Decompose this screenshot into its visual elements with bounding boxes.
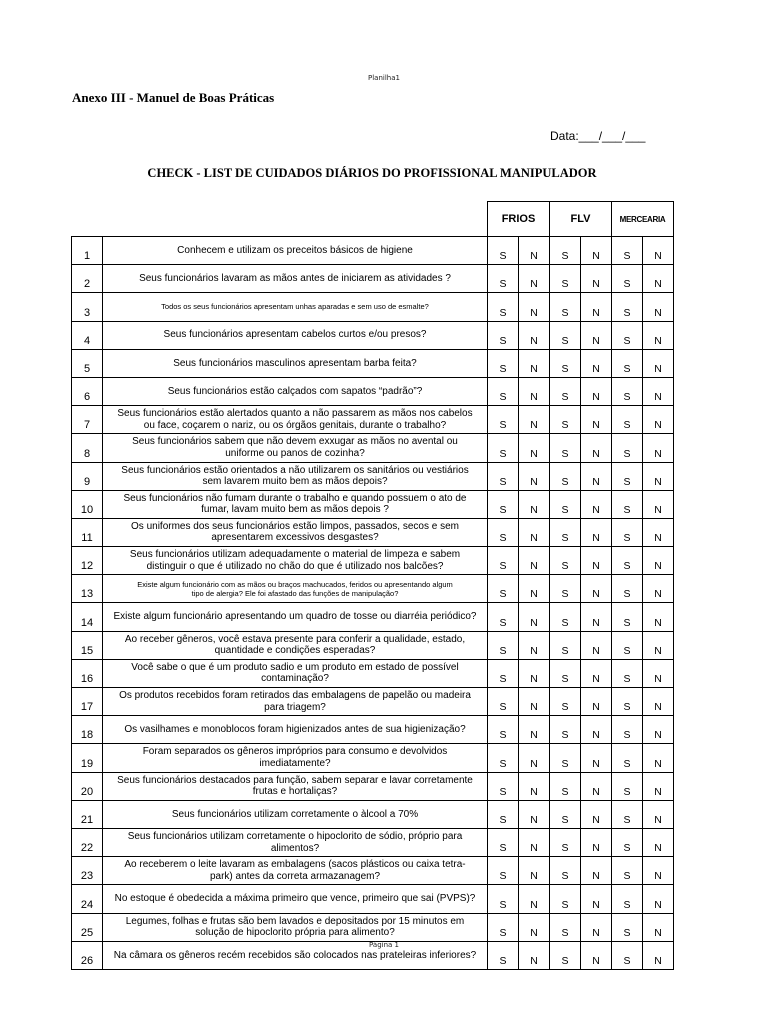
answer-s-cell: S: [550, 688, 581, 716]
table-row: [72, 913, 674, 941]
answer-n-cell: N: [581, 603, 612, 631]
question-text-line: Todos os seus funcionários apresentam unhas aparadas e sem uso de esmalte?: [161, 302, 429, 312]
group-mercearia: MERCEARIA: [612, 202, 674, 237]
group-flv: FLV: [550, 202, 612, 237]
answer-n-cell: N: [519, 885, 550, 913]
answer-s-cell: S: [550, 434, 581, 462]
answer-n-cell: N: [519, 941, 550, 969]
answer-n-cell: N: [519, 406, 550, 434]
answer-s-cell: S: [612, 547, 643, 575]
table-row: [72, 547, 674, 575]
answer-n-cell: N: [643, 575, 674, 603]
question-text: [103, 688, 488, 716]
question-text-line: imediatamente?: [259, 757, 331, 769]
question-number: 15: [72, 631, 103, 659]
question-text: [103, 434, 488, 462]
answer-s-cell: S: [612, 631, 643, 659]
question-number: 13: [72, 575, 103, 603]
answer-s-cell: S: [550, 575, 581, 603]
question-text: [103, 828, 488, 856]
question-text: [103, 603, 488, 631]
answer-n-cell: N: [581, 349, 612, 377]
answer-s-cell: S: [488, 237, 519, 265]
group-frios: FRIOS: [488, 202, 550, 237]
answer-s-cell: S: [550, 828, 581, 856]
answer-s-cell: S: [550, 603, 581, 631]
question-number: 14: [72, 603, 103, 631]
question-text-line: Seus funcionários sabem que não devem exxugar as mãos no avental ou: [132, 436, 458, 448]
question-number: 11: [72, 518, 103, 546]
answer-n-cell: N: [519, 518, 550, 546]
answer-s-cell: S: [550, 237, 581, 265]
question-text-line: Seus funcionários não fumam durante o trabalho e quando possuem o ato de: [123, 492, 467, 504]
question-text-line: Seus funcionários lavaram as mãos antes de iniciarem as atividades ?: [139, 273, 451, 285]
question-text: [103, 885, 488, 913]
question-number: 21: [72, 800, 103, 828]
answer-s-cell: S: [550, 547, 581, 575]
answer-n-cell: N: [519, 631, 550, 659]
answer-n-cell: N: [519, 265, 550, 293]
answer-s-cell: S: [488, 518, 519, 546]
question-text-line: distinguir o que é utilizado no chão do que é utilizado nos balcões?: [146, 560, 444, 572]
question-number: 22: [72, 828, 103, 856]
question-text: [103, 744, 488, 772]
answer-n-cell: N: [519, 547, 550, 575]
question-number: 17: [72, 688, 103, 716]
answer-n-cell: N: [581, 265, 612, 293]
answer-s-cell: S: [612, 744, 643, 772]
question-text: [103, 406, 488, 434]
answer-n-cell: N: [643, 688, 674, 716]
answer-n-cell: N: [581, 857, 612, 885]
question-text-line: sem lavarem muito bem as mãos depois?: [202, 476, 388, 488]
table-row: [72, 293, 674, 321]
question-number: 6: [72, 377, 103, 405]
table-row: [72, 575, 674, 603]
answer-n-cell: N: [581, 237, 612, 265]
answer-s-cell: S: [612, 434, 643, 462]
table-row: [72, 237, 674, 265]
answer-n-cell: N: [643, 377, 674, 405]
question-text: [103, 462, 488, 490]
question-text: [103, 659, 488, 687]
question-text: [103, 518, 488, 546]
answer-n-cell: N: [643, 744, 674, 772]
answer-n-cell: N: [581, 377, 612, 405]
question-text-line: Existe algum funcionário apresentando um quadro de tosse ou diarréia periódico?: [113, 611, 477, 623]
question-number: 24: [72, 885, 103, 913]
table-row: [72, 518, 674, 546]
question-text-line: Seus funcionários estão alertados quanto a não passarem as mãos nos cabelos: [117, 408, 473, 420]
answer-s-cell: S: [550, 490, 581, 518]
question-number: 10: [72, 490, 103, 518]
table-row: [72, 659, 674, 687]
answer-n-cell: N: [643, 716, 674, 744]
table-row: [72, 321, 674, 349]
answer-s-cell: S: [612, 659, 643, 687]
answer-s-cell: S: [488, 265, 519, 293]
table-row: [72, 603, 674, 631]
question-text-line: para triagem?: [264, 701, 326, 713]
answer-n-cell: N: [581, 406, 612, 434]
question-number: 1: [72, 237, 103, 265]
question-text-line: ou face, coçarem o nariz, ou os órgãos genitais, durante o trabalho?: [143, 419, 447, 431]
answer-n-cell: N: [643, 631, 674, 659]
question-text-line: Os vasilhames e monoblocos foram higienizados antes de sua higienização?: [124, 724, 466, 736]
answer-s-cell: S: [612, 885, 643, 913]
answer-s-cell: S: [550, 406, 581, 434]
answer-s-cell: S: [488, 434, 519, 462]
answer-s-cell: S: [488, 377, 519, 405]
group-header-row: [72, 202, 674, 237]
sheet-name: Planilha1: [368, 74, 400, 82]
answer-s-cell: S: [550, 321, 581, 349]
table-row: [72, 462, 674, 490]
date-field: Data:___/___/___: [550, 129, 646, 143]
table-row: [72, 744, 674, 772]
question-text: [103, 265, 488, 293]
answer-n-cell: N: [519, 659, 550, 687]
question-text-line: Os uniformes dos seus funcionários estão limpos, passados, secos e sem: [131, 520, 459, 532]
answer-s-cell: S: [550, 885, 581, 913]
answer-s-cell: S: [550, 349, 581, 377]
table-row: [72, 716, 674, 744]
question-number: 18: [72, 716, 103, 744]
answer-n-cell: N: [581, 490, 612, 518]
question-text: [103, 237, 488, 265]
question-number: 25: [72, 913, 103, 941]
question-number: 7: [72, 406, 103, 434]
question-text: [103, 377, 488, 405]
question-number: 20: [72, 772, 103, 800]
question-text-line: Seus funcionários estão orientados a não utilizarem os sanitários ou vestiários: [121, 464, 469, 476]
answer-n-cell: N: [519, 349, 550, 377]
answer-n-cell: N: [581, 688, 612, 716]
answer-s-cell: S: [612, 716, 643, 744]
answer-n-cell: N: [581, 547, 612, 575]
answer-s-cell: S: [550, 913, 581, 941]
question-text-line: Você sabe o que é um produto sadio e um produto em estado de possível: [131, 661, 459, 673]
answer-s-cell: S: [488, 349, 519, 377]
answer-s-cell: S: [612, 688, 643, 716]
answer-n-cell: N: [581, 462, 612, 490]
page-title: CHECK - LIST DE CUIDADOS DIÁRIOS DO PROFISSIONAL MANIPULADOR: [147, 166, 597, 180]
answer-n-cell: N: [519, 490, 550, 518]
answer-n-cell: N: [581, 716, 612, 744]
page-footer: Página 1: [369, 941, 399, 949]
answer-s-cell: S: [488, 547, 519, 575]
answer-s-cell: S: [612, 293, 643, 321]
question-number: 23: [72, 857, 103, 885]
answer-n-cell: N: [519, 603, 550, 631]
answer-n-cell: N: [643, 659, 674, 687]
answer-s-cell: S: [550, 293, 581, 321]
question-number: 5: [72, 349, 103, 377]
question-text-line: contaminação?: [261, 673, 329, 685]
answer-n-cell: N: [519, 462, 550, 490]
answer-n-cell: N: [643, 237, 674, 265]
answer-s-cell: S: [612, 603, 643, 631]
answer-n-cell: N: [519, 293, 550, 321]
answer-n-cell: N: [581, 913, 612, 941]
answer-s-cell: S: [488, 293, 519, 321]
answer-n-cell: N: [643, 772, 674, 800]
answer-n-cell: N: [519, 857, 550, 885]
question-text: [103, 631, 488, 659]
answer-s-cell: S: [488, 659, 519, 687]
answer-n-cell: N: [581, 518, 612, 546]
answer-s-cell: S: [550, 462, 581, 490]
answer-s-cell: S: [488, 744, 519, 772]
question-number: 19: [72, 744, 103, 772]
table-row: [72, 406, 674, 434]
answer-n-cell: N: [643, 490, 674, 518]
answer-s-cell: S: [612, 377, 643, 405]
question-number: 12: [72, 547, 103, 575]
question-text-line: solução de hipoclorito própria para alimento?: [195, 927, 395, 939]
question-text: [103, 349, 488, 377]
answer-s-cell: S: [612, 800, 643, 828]
answer-s-cell: S: [612, 265, 643, 293]
table-row: [72, 349, 674, 377]
question-text-line: apresentarem excessivos desgastes?: [211, 532, 379, 544]
table-row: [72, 377, 674, 405]
answer-n-cell: N: [643, 913, 674, 941]
answer-s-cell: S: [550, 518, 581, 546]
question-text-line: Seus funcionários utilizam corretamente o àlcool a 70%: [171, 808, 419, 820]
answer-n-cell: N: [643, 349, 674, 377]
answer-n-cell: N: [581, 828, 612, 856]
answer-n-cell: N: [643, 603, 674, 631]
answer-n-cell: N: [643, 800, 674, 828]
answer-s-cell: S: [488, 913, 519, 941]
answer-n-cell: N: [643, 857, 674, 885]
answer-s-cell: S: [488, 885, 519, 913]
question-text-line: Foram separados os gêneros impróprios para consumo e devolvidos: [142, 746, 448, 758]
answer-s-cell: S: [550, 631, 581, 659]
answer-s-cell: S: [488, 631, 519, 659]
question-text-line: Ao receberem o leite lavaram as embalagens (sacos plásticos ou caixa tetra-: [124, 859, 466, 871]
table-row: [72, 772, 674, 800]
checklist-table: [71, 201, 674, 970]
answer-n-cell: N: [519, 828, 550, 856]
answer-s-cell: S: [612, 518, 643, 546]
question-text: [103, 575, 488, 603]
answer-n-cell: N: [643, 828, 674, 856]
table-row: [72, 828, 674, 856]
table-row: [72, 265, 674, 293]
answer-s-cell: S: [612, 913, 643, 941]
question-text: [103, 857, 488, 885]
question-number: 4: [72, 321, 103, 349]
question-number: 26: [72, 941, 103, 969]
question-text: [103, 913, 488, 941]
answer-s-cell: S: [488, 462, 519, 490]
answer-n-cell: N: [643, 547, 674, 575]
answer-n-cell: N: [581, 772, 612, 800]
answer-n-cell: N: [643, 321, 674, 349]
answer-s-cell: S: [550, 659, 581, 687]
answer-n-cell: N: [519, 377, 550, 405]
table-row: [72, 885, 674, 913]
answer-s-cell: S: [550, 265, 581, 293]
answer-s-cell: S: [550, 941, 581, 969]
answer-n-cell: N: [519, 913, 550, 941]
answer-n-cell: N: [519, 434, 550, 462]
answer-s-cell: S: [488, 828, 519, 856]
answer-n-cell: N: [581, 885, 612, 913]
question-text-line: alimentos?: [270, 842, 320, 854]
question-text-line: tipo de alergia? Ele foi afastado das funções de manipulação?: [191, 588, 399, 598]
answer-s-cell: S: [612, 462, 643, 490]
answer-n-cell: N: [643, 406, 674, 434]
answer-s-cell: S: [488, 575, 519, 603]
question-text-line: Legumes, folhas e frutas são bem lavados e depositados por 15 minutos em: [125, 915, 465, 927]
table-row: [72, 631, 674, 659]
answer-s-cell: S: [612, 349, 643, 377]
question-text: [103, 547, 488, 575]
answer-n-cell: N: [643, 434, 674, 462]
answer-s-cell: S: [612, 237, 643, 265]
answer-n-cell: N: [643, 462, 674, 490]
answer-s-cell: S: [488, 716, 519, 744]
answer-n-cell: N: [581, 321, 612, 349]
answer-s-cell: S: [612, 490, 643, 518]
answer-s-cell: S: [488, 857, 519, 885]
answer-s-cell: S: [612, 772, 643, 800]
answer-n-cell: N: [519, 772, 550, 800]
question-number: 2: [72, 265, 103, 293]
question-text-line: frutas e hortaliças?: [252, 786, 338, 798]
answer-n-cell: N: [519, 800, 550, 828]
annex-title: Anexo III - Manuel de Boas Práticas: [72, 90, 275, 105]
answer-n-cell: N: [581, 800, 612, 828]
question-text-line: Ao receber gêneros, você estava presente para conferir a qualidade, estado,: [124, 633, 466, 645]
question-text-line: park) antes da correta armazanagem?: [209, 870, 381, 882]
answer-n-cell: N: [519, 237, 550, 265]
answer-n-cell: N: [643, 885, 674, 913]
answer-s-cell: S: [488, 800, 519, 828]
answer-s-cell: S: [612, 828, 643, 856]
question-text-line: No estoque é obedecida a máxima primeiro que vence, primeiro que sai (PVPS)?: [114, 893, 476, 905]
table-row: [72, 857, 674, 885]
question-text: [103, 772, 488, 800]
question-text: [103, 321, 488, 349]
answer-n-cell: N: [581, 293, 612, 321]
answer-s-cell: S: [612, 321, 643, 349]
answer-s-cell: S: [612, 941, 643, 969]
question-text-line: uniforme ou panos de cozinha?: [225, 447, 365, 459]
question-number: 9: [72, 462, 103, 490]
answer-n-cell: N: [643, 293, 674, 321]
answer-n-cell: N: [643, 265, 674, 293]
question-text-line: quantidade e condições esperadas?: [214, 645, 376, 657]
answer-n-cell: N: [519, 321, 550, 349]
question-text-line: fumar, lavam muito bem as mãos depois ?: [201, 504, 389, 516]
question-text: [103, 490, 488, 518]
answer-s-cell: S: [612, 406, 643, 434]
question-text-line: Seus funcionários masculinos apresentam barba feita?: [173, 357, 417, 369]
question-text-line: Seus funcionários utilizam adequadamente o material de limpeza e sabem: [129, 549, 461, 561]
table-row: [72, 434, 674, 462]
question-text-line: Seus funcionários destacados para função, sabem separar e lavar corretamente: [117, 774, 473, 786]
question-text: [103, 800, 488, 828]
table-row: [72, 688, 674, 716]
answer-s-cell: S: [488, 490, 519, 518]
answer-n-cell: N: [519, 744, 550, 772]
question-number: 3: [72, 293, 103, 321]
question-text-line: Seus funcionários estão calçados com sapatos “padrão”?: [167, 385, 423, 397]
answer-n-cell: N: [643, 941, 674, 969]
answer-s-cell: S: [612, 575, 643, 603]
answer-n-cell: N: [581, 744, 612, 772]
answer-s-cell: S: [550, 377, 581, 405]
answer-s-cell: S: [488, 321, 519, 349]
answer-s-cell: S: [550, 800, 581, 828]
table-row: [72, 490, 674, 518]
question-text-line: Os produtos recebidos foram retirados das embalagens de papelão ou madeira: [119, 690, 471, 702]
answer-s-cell: S: [488, 688, 519, 716]
question-text-line: Seus funcionários utilizam corretamente o hipoclorito de sódio, próprio para: [127, 831, 463, 843]
question-number: 16: [72, 659, 103, 687]
answer-s-cell: S: [550, 772, 581, 800]
answer-n-cell: N: [519, 688, 550, 716]
question-text-line: Na câmara os gêneros recém recebidos são colocados nas prateleiras inferiores?: [113, 949, 477, 961]
answer-s-cell: S: [612, 857, 643, 885]
answer-s-cell: S: [550, 744, 581, 772]
answer-n-cell: N: [581, 659, 612, 687]
question-text: [103, 716, 488, 744]
answer-n-cell: N: [581, 941, 612, 969]
answer-s-cell: S: [550, 857, 581, 885]
table-row: [72, 800, 674, 828]
answer-s-cell: S: [488, 603, 519, 631]
answer-n-cell: N: [581, 575, 612, 603]
answer-n-cell: N: [581, 631, 612, 659]
answer-s-cell: S: [550, 716, 581, 744]
answer-n-cell: N: [519, 575, 550, 603]
question-text-line: Conhecem e utilizam os preceitos básicos de higiene: [177, 244, 413, 256]
answer-n-cell: N: [519, 716, 550, 744]
answer-n-cell: N: [581, 434, 612, 462]
answer-n-cell: N: [643, 518, 674, 546]
question-text-line: Existe algum funcionário com as mãos ou braços machucados, feridos ou apresentando algum: [137, 579, 453, 589]
question-text: [103, 293, 488, 321]
answer-s-cell: S: [488, 406, 519, 434]
answer-s-cell: S: [488, 941, 519, 969]
question-number: 8: [72, 434, 103, 462]
answer-s-cell: S: [488, 772, 519, 800]
question-text-line: Seus funcionários apresentam cabelos curtos e/ou presos?: [163, 329, 427, 341]
